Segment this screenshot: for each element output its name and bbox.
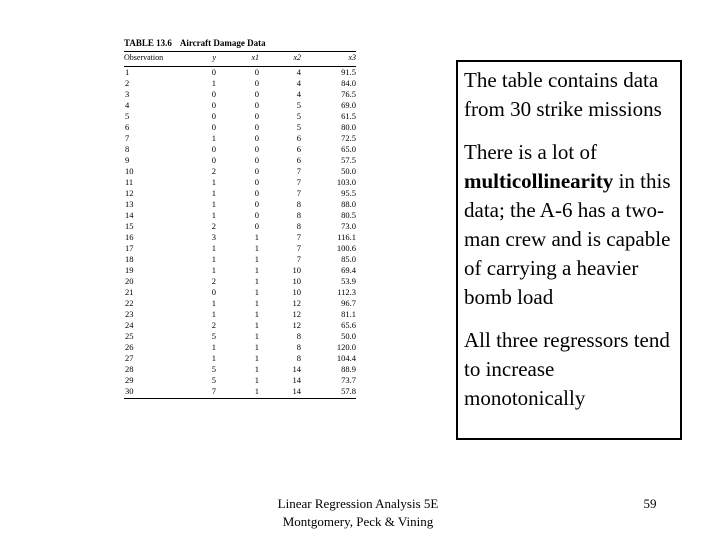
cell-observation: 23 [125, 309, 134, 319]
cell-x3: 103.0 [336, 177, 356, 187]
table-row [124, 243, 356, 254]
cell-observation: 10 [125, 166, 134, 176]
cell-x2: 12 [292, 298, 301, 308]
table-header-row [124, 52, 356, 63]
cell-y: 5 [211, 331, 216, 341]
cell-x3: 116.1 [337, 232, 356, 242]
cell-x2: 14 [292, 375, 301, 385]
cell-x3: 73.7 [341, 375, 356, 385]
cell-y: 1 [211, 210, 216, 220]
cell-x2: 8 [296, 331, 301, 341]
cell-x3: 88.9 [341, 364, 356, 374]
table-row [124, 199, 356, 210]
cell-observation: 19 [125, 265, 134, 275]
cell-y: 0 [211, 89, 216, 99]
header-x3: x3 [348, 53, 356, 62]
cell-y: 5 [211, 364, 216, 374]
cell-x2: 4 [296, 67, 301, 77]
cell-x1: 0 [254, 144, 259, 154]
header-observation: Observation [124, 53, 164, 62]
cell-x1: 1 [254, 298, 259, 308]
cell-x2: 12 [292, 320, 301, 330]
cell-x2: 7 [296, 166, 301, 176]
header-x1: x1 [251, 53, 259, 62]
cell-x2: 7 [296, 254, 301, 264]
table-bottom-rule [124, 398, 356, 399]
cell-x3: 95.5 [341, 188, 356, 198]
cell-observation: 17 [125, 243, 134, 253]
cell-y: 2 [211, 166, 216, 176]
cell-x1: 0 [254, 221, 259, 231]
cell-x1: 1 [254, 254, 259, 264]
cell-observation: 9 [125, 155, 130, 165]
cell-x1: 0 [254, 199, 259, 209]
cell-x2: 5 [296, 100, 301, 110]
cell-x1: 1 [254, 243, 259, 253]
cell-x3: 84.0 [341, 78, 356, 88]
cell-x2: 7 [296, 243, 301, 253]
table-row [124, 177, 356, 188]
table-row [124, 78, 356, 89]
cell-observation: 11 [125, 177, 134, 187]
cell-x3: 91.5 [341, 67, 356, 77]
cell-x1: 1 [254, 342, 259, 352]
cell-observation: 5 [125, 111, 130, 121]
cell-observation: 3 [125, 89, 130, 99]
table-row [124, 133, 356, 144]
cell-x2: 8 [296, 221, 301, 231]
summary-paragraph-2 [464, 138, 675, 312]
cell-observation: 18 [125, 254, 134, 264]
cell-observation: 22 [125, 298, 134, 308]
cell-y: 2 [211, 221, 216, 231]
cell-y: 1 [211, 298, 216, 308]
header-x2: x2 [293, 53, 301, 62]
cell-x3: 65.6 [341, 320, 356, 330]
cell-x2: 8 [296, 353, 301, 363]
table-caption [124, 38, 356, 49]
cell-x3: 73.0 [341, 221, 356, 231]
cell-x3: 69.4 [341, 265, 356, 275]
cell-x2: 6 [296, 144, 301, 154]
cell-y: 1 [211, 199, 216, 209]
cell-x2: 4 [296, 89, 301, 99]
table-row [124, 364, 356, 375]
summary-paragraph-3: All three regressors tend to increase monotonically [464, 328, 670, 410]
footer-book-title: Linear Regression Analysis 5E [277, 496, 439, 511]
cell-x3: 50.0 [341, 331, 356, 341]
cell-x3: 80.5 [341, 210, 356, 220]
cell-x2: 8 [296, 199, 301, 209]
cell-y: 0 [211, 122, 216, 132]
table-row [124, 375, 356, 386]
table-row [124, 342, 356, 353]
table-row [124, 320, 356, 331]
cell-observation: 15 [125, 221, 134, 231]
header-y: y [212, 53, 216, 62]
cell-x1: 1 [254, 364, 259, 374]
cell-x3: 96.7 [341, 298, 356, 308]
cell-x1: 1 [254, 232, 259, 242]
cell-x3: 80.0 [341, 122, 356, 132]
table-row [124, 144, 356, 155]
table-row [124, 111, 356, 122]
cell-x1: 1 [254, 309, 259, 319]
cell-y: 1 [211, 265, 216, 275]
cell-x2: 14 [292, 386, 301, 396]
cell-x1: 0 [254, 111, 259, 121]
summary-paragraph-2-start: There is a lot of [464, 140, 597, 164]
cell-y: 7 [211, 386, 216, 396]
table-row [124, 210, 356, 221]
cell-x3: 65.0 [341, 144, 356, 154]
cell-x1: 1 [254, 320, 259, 330]
cell-x1: 0 [254, 210, 259, 220]
cell-y: 2 [211, 320, 216, 330]
table-row [124, 188, 356, 199]
cell-observation: 6 [125, 122, 130, 132]
cell-x2: 6 [296, 133, 301, 143]
cell-observation: 14 [125, 210, 134, 220]
page-number: 59 [643, 496, 657, 511]
table-caption-title: Aircraft Damage Data [179, 38, 266, 48]
cell-x3: 50.0 [341, 166, 356, 176]
cell-x1: 0 [254, 188, 259, 198]
cell-x3: 72.5 [341, 133, 356, 143]
multicollinearity-term: multicollinearity [464, 169, 614, 193]
cell-x1: 1 [254, 353, 259, 363]
table-row [124, 309, 356, 320]
table-row [124, 67, 356, 78]
cell-x2: 8 [296, 210, 301, 220]
cell-x3: 57.8 [341, 386, 356, 396]
cell-y: 0 [211, 155, 216, 165]
cell-y: 1 [211, 243, 216, 253]
cell-x3: 104.4 [336, 353, 356, 363]
cell-x1: 0 [254, 89, 259, 99]
cell-observation: 25 [125, 331, 134, 341]
summary-paragraph-2-end: in this data; the A-6 has a two-man crew and is capable of carrying a heavier bomb load [464, 169, 671, 309]
cell-x2: 10 [292, 265, 301, 275]
cell-x3: 61.5 [341, 111, 356, 121]
footer-authors: Montgomery, Peck & Vining [282, 514, 434, 529]
cell-observation: 8 [125, 144, 130, 154]
cell-x3: 112.3 [337, 287, 356, 297]
cell-x3: 76.5 [341, 89, 356, 99]
summary-paragraph-1: The table contains data from 30 strike missions [464, 68, 662, 121]
table-row [124, 221, 356, 232]
cell-x1: 0 [254, 122, 259, 132]
cell-x1: 0 [254, 166, 259, 176]
cell-x1: 1 [254, 386, 259, 396]
table-row [124, 386, 356, 397]
cell-x2: 4 [296, 78, 301, 88]
cell-y: 5 [211, 375, 216, 385]
cell-y: 0 [211, 144, 216, 154]
table-row [124, 89, 356, 100]
cell-observation: 7 [125, 133, 130, 143]
cell-observation: 29 [125, 375, 134, 385]
cell-x3: 85.0 [341, 254, 356, 264]
cell-x2: 8 [296, 342, 301, 352]
cell-x1: 1 [254, 276, 259, 286]
cell-x2: 10 [292, 287, 301, 297]
cell-y: 1 [211, 177, 216, 187]
cell-y: 0 [211, 67, 216, 77]
cell-observation: 21 [125, 287, 134, 297]
cell-x3: 100.6 [336, 243, 356, 253]
cell-observation: 28 [125, 364, 134, 374]
table-row [124, 254, 356, 265]
table-row [124, 353, 356, 364]
cell-x3: 88.0 [341, 199, 356, 209]
cell-x3: 53.9 [341, 276, 356, 286]
cell-y: 1 [211, 254, 216, 264]
cell-x2: 5 [296, 111, 301, 121]
cell-x1: 1 [254, 375, 259, 385]
cell-x2: 7 [296, 188, 301, 198]
cell-y: 2 [211, 276, 216, 286]
cell-observation: 30 [125, 386, 134, 396]
cell-x3: 69.0 [341, 100, 356, 110]
footer-citation [250, 495, 466, 531]
cell-y: 0 [211, 287, 216, 297]
cell-x2: 5 [296, 122, 301, 132]
cell-x3: 81.1 [341, 309, 356, 319]
cell-observation: 24 [125, 320, 134, 330]
cell-observation: 4 [125, 100, 130, 110]
table-row [124, 298, 356, 309]
cell-observation: 1 [125, 67, 130, 77]
cell-x1: 1 [254, 287, 259, 297]
cell-x1: 0 [254, 155, 259, 165]
cell-y: 0 [211, 100, 216, 110]
summary-text-box [456, 60, 682, 440]
cell-observation: 26 [125, 342, 134, 352]
cell-observation: 13 [125, 199, 134, 209]
table-row [124, 232, 356, 243]
cell-observation: 12 [125, 188, 134, 198]
cell-x1: 1 [254, 265, 259, 275]
cell-x2: 10 [292, 276, 301, 286]
cell-x1: 0 [254, 67, 259, 77]
table-row [124, 331, 356, 342]
cell-y: 1 [211, 133, 216, 143]
table-row [124, 287, 356, 298]
cell-x1: 0 [254, 133, 259, 143]
table-row [124, 155, 356, 166]
cell-x3: 57.5 [341, 155, 356, 165]
aircraft-damage-table [124, 38, 356, 399]
cell-observation: 2 [125, 78, 130, 88]
cell-x3: 120.0 [336, 342, 356, 352]
table-row [124, 100, 356, 111]
cell-y: 3 [211, 232, 216, 242]
cell-x2: 7 [296, 177, 301, 187]
cell-x1: 0 [254, 177, 259, 187]
cell-x1: 0 [254, 100, 259, 110]
cell-x2: 14 [292, 364, 301, 374]
table-row [124, 122, 356, 133]
cell-x2: 7 [296, 232, 301, 242]
cell-x1: 1 [254, 331, 259, 341]
cell-y: 1 [211, 309, 216, 319]
table-row [124, 276, 356, 287]
table-row [124, 265, 356, 276]
table-body [124, 67, 356, 397]
cell-y: 1 [211, 78, 216, 88]
cell-x2: 12 [292, 309, 301, 319]
cell-y: 1 [211, 342, 216, 352]
cell-y: 0 [211, 111, 216, 121]
cell-observation: 27 [125, 353, 134, 363]
cell-y: 1 [211, 188, 216, 198]
table-caption-number: TABLE 13.6 [124, 38, 172, 48]
cell-x2: 6 [296, 155, 301, 165]
cell-x1: 0 [254, 78, 259, 88]
cell-observation: 16 [125, 232, 134, 242]
cell-observation: 20 [125, 276, 134, 286]
cell-y: 1 [211, 353, 216, 363]
table-row [124, 166, 356, 177]
